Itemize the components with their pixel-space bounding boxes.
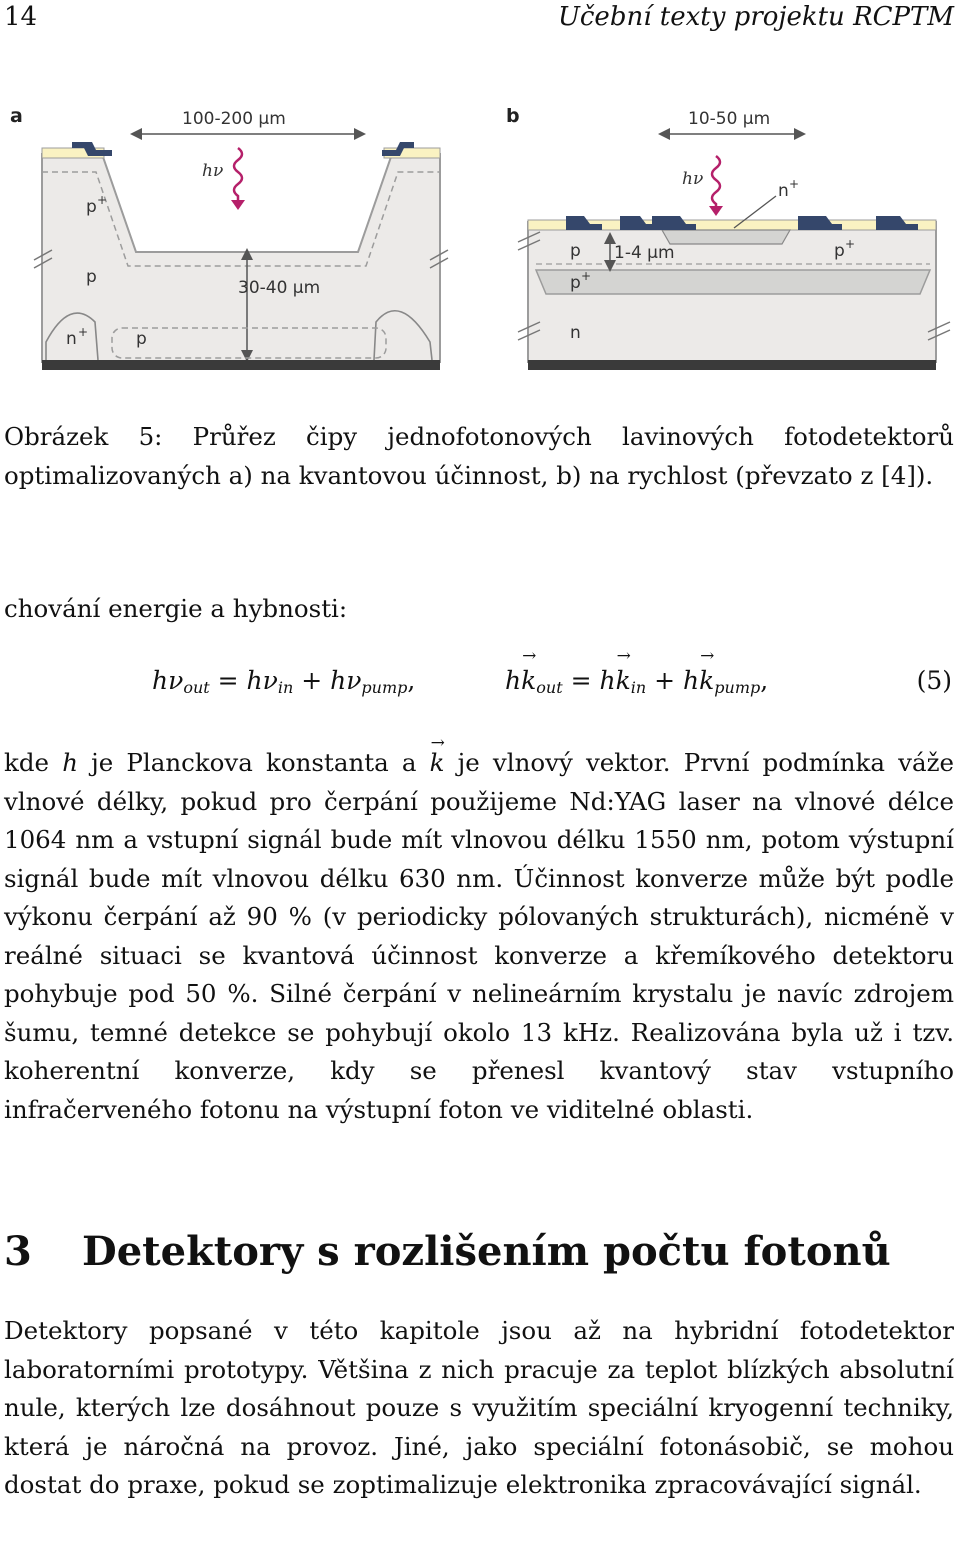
photon-wave-a xyxy=(234,148,242,204)
equation-momentum: $h\to k_{out} = h\to k_{in} + h\to k_{pump}$, xyxy=(505,666,768,697)
region-p-plus-right-sup-b: + xyxy=(845,237,856,251)
running-title: Učební texty projektu RCPTM xyxy=(557,2,954,32)
thickness-label: 1-4 μm xyxy=(614,243,675,263)
region-n-plus-b: n xyxy=(778,181,789,201)
equation-energy: $h\nu_{out} = h\nu_{in} + h\nu_{pump}$, xyxy=(152,666,416,697)
bottom-contact-b xyxy=(528,360,936,370)
region-p-b: p xyxy=(570,241,581,261)
section-number: 3 xyxy=(4,1228,32,1275)
bottom-contact-a xyxy=(42,360,440,370)
panel-a-label: a xyxy=(10,105,23,127)
region-p-a: p xyxy=(86,267,97,287)
section-title: Detektory s rozlišením počtu fotonů xyxy=(82,1228,891,1275)
photon-label-a: hν xyxy=(202,161,224,181)
page-number: 14 xyxy=(4,2,38,32)
width-label-b: 10-50 μm xyxy=(688,109,771,129)
region-p-plus-a: p xyxy=(86,197,97,217)
depth-label: 30-40 μm xyxy=(238,278,321,298)
photon-arrowhead-b xyxy=(709,206,723,216)
figure xyxy=(0,92,960,382)
equation-5 xyxy=(0,666,960,710)
substrate-a xyxy=(42,154,440,362)
equation-number: (5) xyxy=(916,666,952,695)
region-n-plus-a: n xyxy=(66,329,77,349)
region-n-plus-sup-a: + xyxy=(78,325,89,339)
figure-caption: Obrázek 5: Průřez čipy jednofotonových lavinových fotodetektorů optimalizovaných a) na kvantovou účinnost, b) na rychlost (převzato z [4]). xyxy=(4,422,954,490)
photon-label-b: hν xyxy=(682,169,704,189)
panel-b-label: b xyxy=(506,105,520,127)
n-plus-layer-b xyxy=(662,230,790,244)
section-heading xyxy=(4,1228,891,1275)
width-label: 100-200 μm xyxy=(182,109,286,129)
photon-arrowhead-a xyxy=(231,200,245,210)
region-p-plus-sup-a: + xyxy=(97,193,108,207)
region-p-plus-buried-b: p xyxy=(570,273,581,293)
region-n-b: n xyxy=(570,323,581,343)
panel-b xyxy=(506,105,950,370)
buried-p-plus-layer xyxy=(536,270,930,294)
figure-svg xyxy=(0,92,960,382)
region-p-plus-buried-sup-b: + xyxy=(581,269,592,283)
page-header xyxy=(0,0,960,40)
paragraph-3: Detektory popsané v této kapitole jsou až na hybridní fotodetektor laboratorními prototypy. Většina z nich pracuje za teplot blízkých absolutní nule, kterých lze dosáhnout pouze s využitím speciální kryogenní techniky, která je náročná na provoz. Jiné, jako speciální fotonásobič, se mohou dostat do praxe, pokud se zoptimalizuje elektronika zpracovávající signál. xyxy=(4,1316,954,1499)
region-p-bottom-a: p xyxy=(136,329,147,349)
panel-a xyxy=(10,105,448,370)
region-n-plus-sup-b: + xyxy=(789,177,800,191)
paragraph-1: chování energie a hybnosti: xyxy=(4,594,348,623)
region-p-plus-right-b: p xyxy=(834,241,845,261)
paragraph-2: kde h je Planckova konstanta a → k je vlnový vektor. První podmínka váže vlnové délky, pokud pro čerpání použijeme Nd:YAG laser na vlnové délce 1064 nm a vstupní signál bude mít vlnovou délku 1550 nm, potom výstupní signál bude mít vlnovou délku 630 nm. Účinnost konverze může být podle výkonu čerpání až 90 % (v periodicky pólovaných strukturách), nicméně v reálné situaci se kvantová účinnost konverze a křemíkového detektoru pohybuje pod 50 %. Silné čerpání v nelineárním krystalu je navíc zdrojem šumu, temné detekce se pohybují okolo 13 kHz. Realizována byla už i tzv. koherentní konverze, kdy se přenesl kvantový stav vstupního infračerveného fotonu na výstupní foton ve viditelné oblasti. xyxy=(4,744,954,1129)
photon-wave-b xyxy=(712,156,720,210)
